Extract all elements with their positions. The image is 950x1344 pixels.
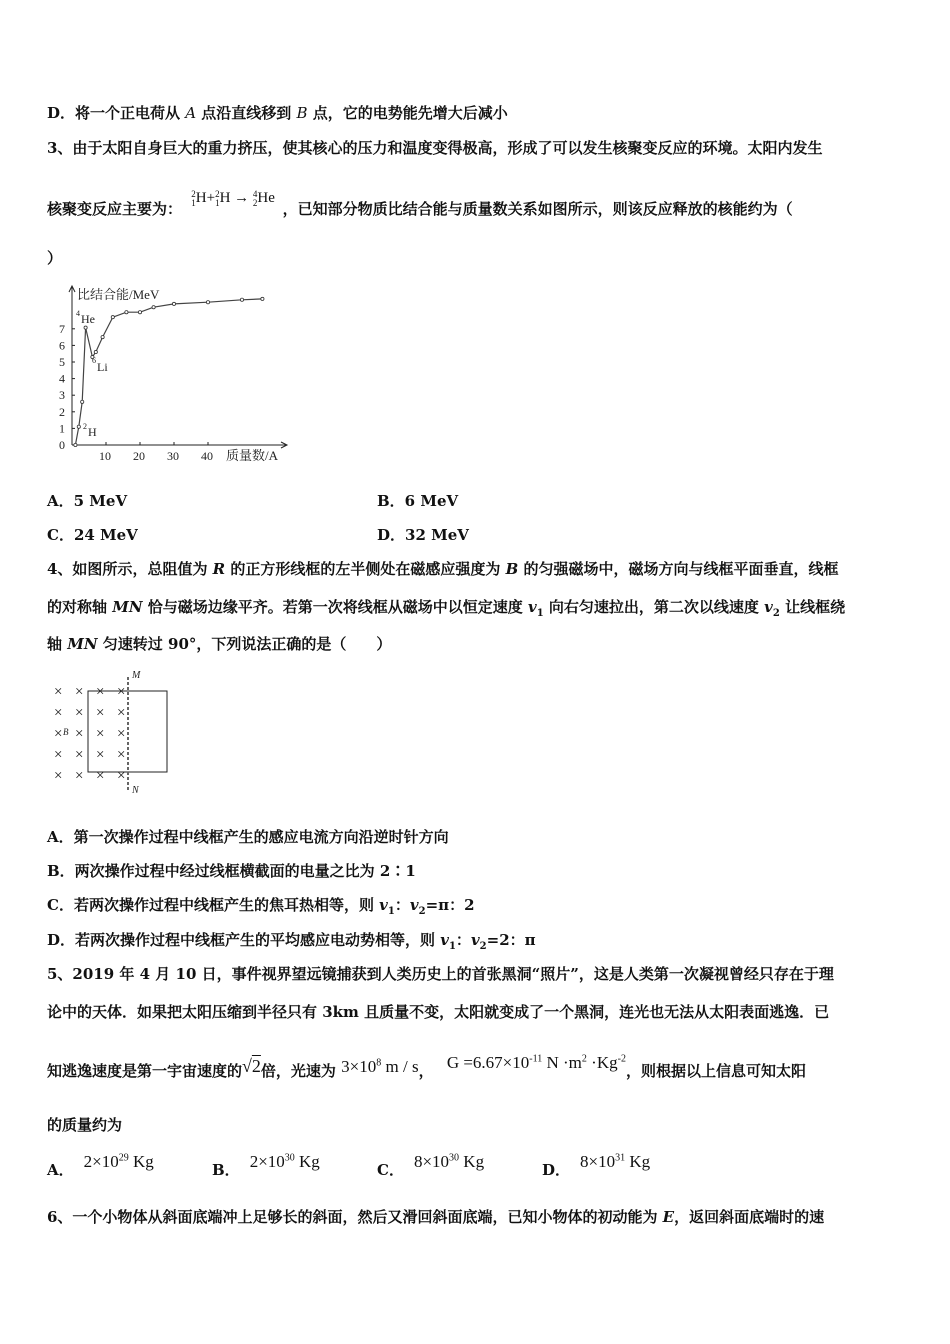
q4-option-b[interactable]: B．两次操作过程中经过线框横截面的电量之比为 2∶1 bbox=[47, 862, 416, 880]
field-cross: × bbox=[75, 747, 84, 763]
q5-option-c[interactable]: C． $8\times 10^{30}$ Kg bbox=[377, 1152, 485, 1179]
q3-stem-line3: ） bbox=[47, 249, 63, 267]
field-cross: × bbox=[96, 747, 105, 763]
q3-option-a[interactable]: A．5 MeV bbox=[47, 492, 128, 510]
q5-option-a[interactable]: A． $2\times 10^{29}$ Kg bbox=[47, 1152, 154, 1179]
data-point bbox=[152, 306, 155, 309]
y-tick-label: 2 bbox=[59, 404, 65, 419]
data-point bbox=[81, 400, 84, 403]
q3-option-b[interactable]: B．6 MeV bbox=[377, 492, 459, 510]
label-n: N bbox=[132, 785, 139, 795]
data-point bbox=[84, 326, 87, 329]
chart-xlabel: 质量数/A bbox=[226, 448, 279, 463]
q4-option-c[interactable]: C．若两次操作过程中线框产生的焦耳热相等，则 $v_1$：$v_2=\pi$：2 bbox=[47, 896, 475, 917]
q4-stem-line3: 轴 MN 匀速转过 90°，下列说法正确的是（ ） bbox=[47, 635, 392, 653]
data-point bbox=[111, 316, 114, 319]
x-tick-label: 20 bbox=[133, 449, 145, 463]
data-point bbox=[206, 301, 209, 304]
field-cross: × bbox=[96, 726, 105, 742]
field-cross: × bbox=[117, 726, 126, 742]
q5-option-d[interactable]: D． $8\times 10^{31}$ Kg bbox=[542, 1152, 651, 1179]
q6-stem-line1: 6、一个小物体从斜面底端冲上足够长的斜面，然后又滑回斜面底端，已知小物体的初动能为 E，返回斜面底端时的速 bbox=[47, 1208, 825, 1226]
data-point bbox=[74, 443, 77, 446]
field-cross: × bbox=[54, 768, 63, 784]
q5-stem-line1: 5、2019 年 4 月 10 日，事件视界望远镜捕获到人类历史上的首张黑洞“照片”，这是人类第一次凝视曾经只存在于理 bbox=[47, 965, 834, 983]
fusion-reaction: 2 1 H+ 2 1 H → 4 2 He bbox=[191, 188, 275, 208]
q5-stem-line3: 知逃逸速度是第一宇宙速度的√2倍，光速为 $3\times 10^8$ m / s， $G =6.67\times 10^{-11}$ $N \cdot m^2 \cdot Kg^{-2}$，则根据以上信息可知太阳 bbox=[47, 1053, 806, 1080]
li-label: Li bbox=[97, 360, 108, 374]
field-cross: × bbox=[117, 705, 126, 721]
field-cross: × bbox=[54, 747, 63, 763]
q3-stem-line1: 3、由于太阳自身巨大的重力挤压，使其核心的压力和温度变得极高，形成了可以发生核聚变反应的环境。太阳内发生 bbox=[47, 139, 823, 157]
q4-stem-line1: 4、如图所示，总阻值为 R 的正方形线框的左半侧处在磁感应强度为 B 的匀强磁场中，磁场方向与线框平面垂直，线框 bbox=[47, 560, 839, 578]
y-tick-label: 1 bbox=[59, 421, 65, 436]
field-cross: × bbox=[54, 705, 63, 721]
y-tick-label: 5 bbox=[59, 355, 65, 369]
q3-option-c[interactable]: C．24 MeV bbox=[47, 526, 138, 544]
field-cross: × bbox=[96, 768, 105, 784]
data-point bbox=[77, 425, 80, 428]
h-label: H bbox=[88, 425, 97, 439]
y-tick-label: 7 bbox=[59, 321, 65, 336]
speed-of-light: $3\times 10^8$ m / s bbox=[341, 1057, 419, 1076]
field-cross: × bbox=[75, 705, 84, 721]
binding-energy-chart bbox=[55, 283, 295, 468]
field-cross: × bbox=[75, 726, 84, 742]
y-tick-label: 0 bbox=[59, 438, 65, 452]
q2-option-d: D．将一个正电荷从 A 点沿直线移到 B 点，它的电势能先增大后减小 bbox=[47, 104, 508, 122]
q5-stem-line2: 论中的天体．如果把太阳压缩到半径只有 3km 且质量不变，太阳就变成了一个黑洞，连光也无法从太阳表面逃逸．已 bbox=[47, 1003, 830, 1021]
data-point bbox=[101, 336, 104, 339]
q3-stem-line2: 核聚变反应主要为： 2 1 H+ 2 1 H → 4 2 He ，已知部分物质比结合能与质量数关系如图所示，则该反应释放的核能约为（ bbox=[47, 188, 793, 218]
label-b: B bbox=[63, 727, 69, 737]
x-tick-label: 10 bbox=[99, 449, 111, 463]
y-tick-label: 3 bbox=[59, 388, 65, 403]
q5-option-b[interactable]: B． $2\times 10^{30}$ Kg bbox=[212, 1152, 320, 1179]
q4-stem-line2: 的对称轴 MN 恰与磁场边缘平齐。若第一次将线框从磁场中以恒定速度 $v_1$ 向右匀速拉出，第二次以线速度 $v_2$ 让线框绕 bbox=[47, 598, 846, 619]
data-point bbox=[125, 311, 128, 314]
y-tick-label: 4 bbox=[59, 371, 65, 386]
q5-stem-line4: 的质量约为 bbox=[47, 1116, 123, 1134]
y-tick-label: 6 bbox=[59, 338, 65, 353]
field-cross: × bbox=[54, 684, 63, 700]
data-point bbox=[172, 302, 175, 305]
li-label-mass: 6 bbox=[92, 356, 96, 365]
field-cross: × bbox=[117, 747, 126, 763]
field-cross: × bbox=[75, 684, 84, 700]
label-m: M bbox=[132, 670, 141, 681]
x-tick-label: 30 bbox=[167, 449, 179, 463]
field-cross: × bbox=[96, 684, 105, 700]
field-cross: × bbox=[75, 768, 84, 784]
data-point bbox=[261, 297, 264, 300]
x-tick-label: 40 bbox=[201, 449, 213, 463]
gravitational-constant: $G =6.67\times 10^{-11}$ $N \cdot m^2 \cdot Kg^{-2}$ bbox=[446, 1053, 626, 1072]
q4-option-d[interactable]: D．若两次操作过程中线框产生的平均感应电动势相等，则 $v_1$：$v_2=2$：π bbox=[47, 931, 536, 952]
field-cross: × bbox=[96, 705, 105, 721]
chart-ylabel: 比结合能/MeV bbox=[77, 287, 160, 302]
q3-option-d[interactable]: D．32 MeV bbox=[377, 526, 469, 544]
field-cross: × bbox=[117, 768, 126, 784]
data-point bbox=[138, 311, 141, 314]
q4-option-a[interactable]: A．第一次操作过程中线框产生的感应电流方向沿逆时针方向 bbox=[47, 828, 449, 846]
he-label: He bbox=[81, 312, 95, 326]
field-cross: × bbox=[117, 684, 126, 700]
data-point bbox=[240, 298, 243, 301]
field-cross: × bbox=[54, 726, 63, 742]
h-label-mass: 2 bbox=[83, 422, 87, 431]
data-point bbox=[94, 350, 97, 353]
magnetic-field-figure bbox=[50, 665, 180, 795]
sqrt2: √2 bbox=[242, 1056, 261, 1076]
he-label-mass: 4 bbox=[76, 309, 80, 318]
